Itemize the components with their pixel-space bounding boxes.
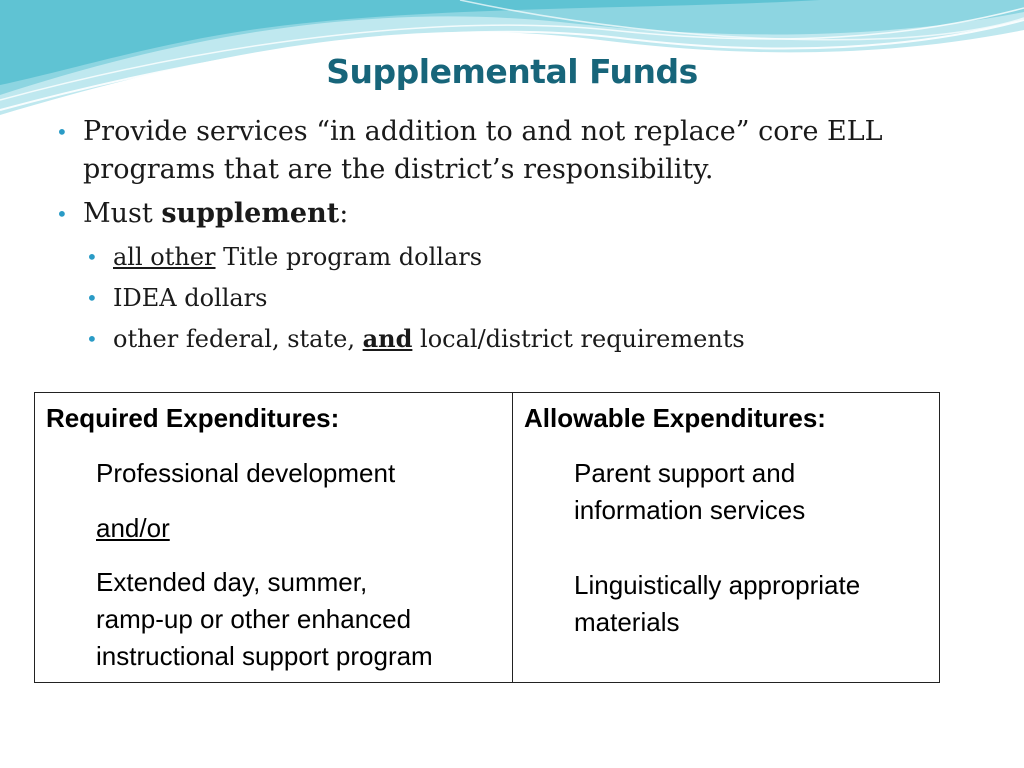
sub-bullet-text-suffix: local/district requirements (412, 325, 745, 353)
bullet-list (56, 113, 976, 362)
bullet-item (56, 113, 976, 189)
sub-bullet-item (86, 280, 976, 316)
required-connector: and/or (96, 513, 170, 543)
required-expenditures-box (34, 392, 514, 683)
bullet-text: Provide services “in addition to and not replace” core ELL programs that are the district’s responsibility. (83, 116, 883, 185)
sub-bullet-text-prefix: other federal, state, (113, 325, 363, 353)
sub-bullet-icon: • (86, 245, 98, 269)
bullet-text-suffix: : (339, 198, 349, 229)
required-item-extended-day-line3: instructional support program (96, 641, 433, 671)
bullet-item (56, 195, 976, 233)
allowable-heading: Allowable Expenditures: (524, 403, 826, 433)
sub-bullet-emphasis: and (362, 324, 413, 353)
sub-bullet-icon: • (86, 286, 98, 310)
sub-bullet-icon: • (86, 327, 98, 351)
allowable-item-materials-line1: Linguistically appropriate (574, 570, 861, 600)
sub-bullet-text: Title program dollars (215, 243, 483, 271)
slide-title: Supplemental Funds (326, 52, 698, 91)
bullet-icon: • (56, 120, 68, 144)
sub-bullet-text: IDEA dollars (113, 284, 268, 312)
sub-bullet-item (86, 239, 976, 275)
bullet-text-prefix: Must (83, 198, 162, 229)
required-item-extended-day-line1: Extended day, summer, (96, 567, 368, 597)
allowable-item-parent-support-line1: Parent support and (574, 458, 796, 488)
bullet-icon: • (56, 202, 68, 226)
sub-bullet-item (86, 321, 976, 357)
required-heading: Required Expenditures: (46, 403, 340, 433)
sub-bullet-underlined: all other (113, 243, 216, 271)
bullet-text-emphasis: supplement (161, 198, 340, 229)
required-item-extended-day-line2: ramp-up or other enhanced (96, 604, 412, 634)
allowable-item-parent-support-line2: information services (574, 495, 806, 525)
allowable-item-materials-line2: materials (574, 607, 680, 637)
allowable-expenditures-box (512, 392, 940, 683)
required-item-professional-development: Professional development (96, 458, 396, 488)
